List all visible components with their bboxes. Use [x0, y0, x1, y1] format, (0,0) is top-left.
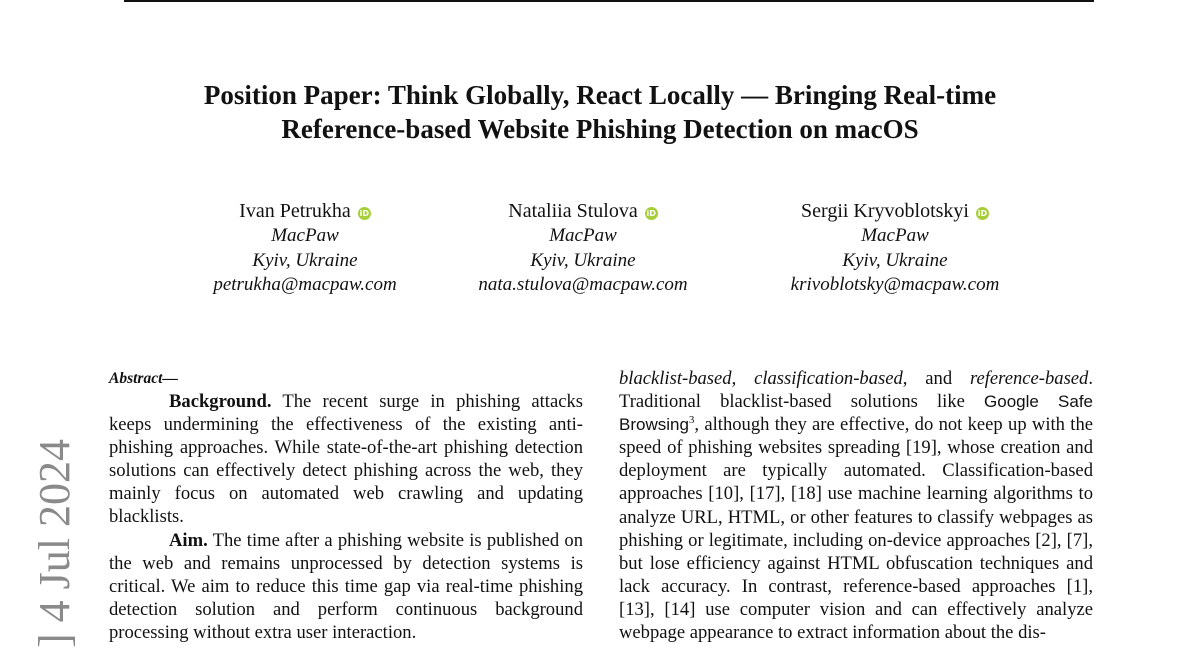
- body-paragraph: [619, 367, 1093, 644]
- background-lead: Background.: [169, 391, 272, 412]
- right-column: [619, 367, 1093, 644]
- aim-lead: Aim.: [169, 529, 208, 551]
- author-email[interactable]: krivoblotsky@macpaw.com: [790, 274, 1000, 295]
- author-name: Sergii Kryvoblotskyi: [801, 200, 969, 222]
- arxiv-stamp: ] 4 Jul 2024: [30, 439, 79, 648]
- footnote-marker[interactable]: 3: [688, 414, 695, 426]
- term-classification: classification-based: [754, 368, 903, 389]
- background-text: The recent surge in phishing attacks keeps undermining the effectiveness of the existing anti-phishing approaches. While state-of-the-art phishing detection solutions can effectively detect phishing across the web, they mainly focus on automated web crawling and updating blacklists.: [109, 391, 583, 528]
- text-run: . Traditional blacklist-based solutions like: [619, 368, 1094, 413]
- author-1: [180, 198, 430, 298]
- title-line-1: Position Paper: Think Globally, React Locally — Bringing Real-time: [203, 80, 997, 110]
- author-email[interactable]: nata.stulova@macpaw.com: [478, 274, 688, 295]
- author-name: Ivan Petrukha: [239, 200, 351, 222]
- left-column: [109, 367, 583, 644]
- orcid-icon[interactable]: iD: [646, 209, 656, 218]
- author-2: [463, 198, 703, 298]
- aim-text: The time after a phishing website is published on the web and remains unprocessed by detection systems is critical. We aim to reduce this time gap via real-time phishing detection solution and perform continuous background processing without extra user interaction.: [109, 529, 583, 643]
- author-location: Kyiv, Ukraine: [252, 249, 358, 271]
- abstract-label: Abstract—: [109, 370, 178, 387]
- term-reference: reference-based: [969, 368, 1089, 389]
- orcid-icon[interactable]: iD: [359, 209, 369, 218]
- title-line-2: Reference-based Website Phishing Detection on macOS: [281, 114, 919, 144]
- author-affiliation: MacPaw: [861, 225, 929, 246]
- paper-title: [0, 78, 1200, 146]
- author-location: Kyiv, Ukraine: [530, 249, 636, 271]
- author-email[interactable]: petrukha@macpaw.com: [213, 274, 397, 295]
- abstract-background: [109, 390, 583, 529]
- author-affiliation: MacPaw: [271, 225, 339, 246]
- author-location: Kyiv, Ukraine: [842, 249, 948, 271]
- term-blacklist: blacklist-based: [619, 368, 732, 389]
- text-run: , although they are effective, do not keep up with the speed of phishing websites spreading [19], whose creation and deployment are typically automated. Classification-based approaches [10], [17], [18] use machine learning algorithms to analyze URL, HTML, or other features to classify webpages as phishing or legitimate, including on-device approaches [2], [7], but lose efficiency against HTML obfuscation techniques and lack accuracy. In contrast, reference-based approaches [1], [13], [14] use computer vision and can effectively analyze webpage appearance to extract information about the dis-: [619, 414, 1093, 644]
- author-name: Nataliia Stulova: [508, 200, 638, 222]
- author-block: [0, 198, 1200, 308]
- orcid-icon[interactable]: iD: [977, 209, 988, 218]
- author-3: [770, 198, 1020, 298]
- author-affiliation: MacPaw: [549, 225, 617, 246]
- text-run: , and: [902, 368, 970, 389]
- top-rule: [124, 0, 1094, 2]
- text-run: ,: [731, 368, 755, 389]
- abstract-aim: [109, 529, 583, 644]
- gsb-name: Google Safe Browsing: [619, 392, 1094, 435]
